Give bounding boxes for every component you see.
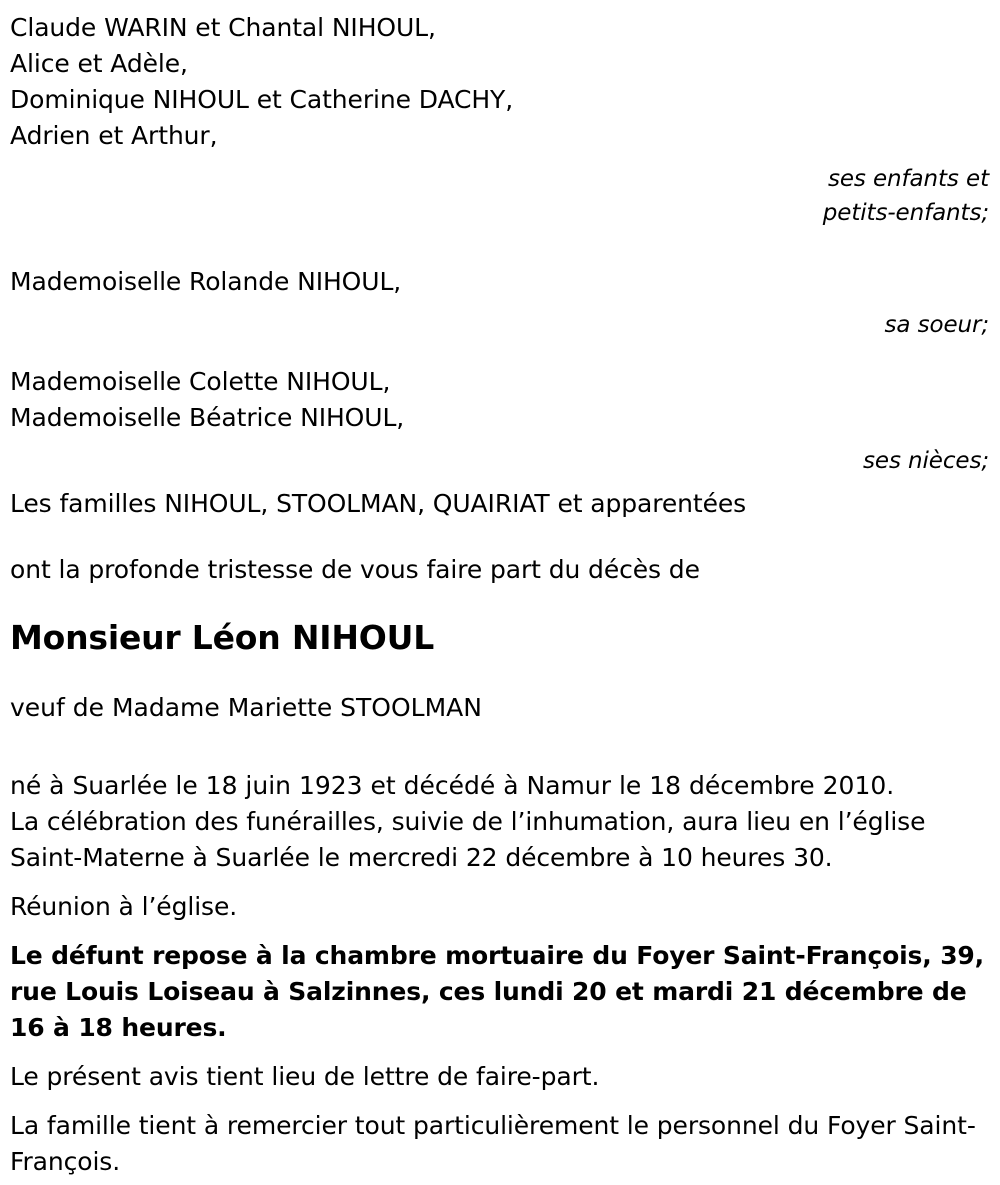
survivor-line: Dominique NIHOUL et Catherine DACHY, xyxy=(10,85,514,114)
deceased-name-heading: Monsieur Léon NIHOUL xyxy=(10,618,435,657)
survivor-line: Mademoiselle Colette NIHOUL, xyxy=(10,367,391,396)
spouse-status: veuf de Madame Mariette STOOLMAN xyxy=(10,693,482,722)
relation-label-sister: sa soeur; xyxy=(884,312,989,338)
gathering-paragraph: Réunion à l’église. xyxy=(10,892,238,921)
relation-label-children-1: ses enfants et xyxy=(827,166,989,192)
survivor-line: Mademoiselle Rolande NIHOUL, xyxy=(10,267,402,296)
announcement-intro: ont la profonde tristesse de vous faire part du décès de xyxy=(10,555,700,584)
thanks-paragraph: La famille tient à remercier tout particulièrement le personnel du Foyer Saint-François. xyxy=(10,1111,976,1176)
viewing-notice-paragraph: Le défunt repose à la chambre mortuaire du Foyer Saint-François, 39, rue Louis Loiseau à Salzinnes, ces lundi 20 et mardi 21 décembre de 16 à 18 heures. xyxy=(10,941,985,1042)
funeral-details-paragraph: La célébration des funérailles, suivie de l’inhumation, aura lieu en l’église Saint-Materne à Suarlée le mercredi 22 décembre à 10 heures 30. xyxy=(10,807,926,872)
children-names-block xyxy=(10,10,992,154)
survivor-line: Alice et Adèle, xyxy=(10,49,188,78)
survivor-line: Mademoiselle Béatrice NIHOUL, xyxy=(10,403,405,432)
families-line: Les familles NIHOUL, STOOLMAN, QUAIRIAT et apparentées xyxy=(10,489,747,518)
sister-names-block xyxy=(10,264,992,300)
faire-part-notice: Le présent avis tient lieu de lettre de faire-part. xyxy=(10,1062,600,1091)
relation-label-children-2: petits-enfants; xyxy=(822,200,989,226)
relation-label-nieces: ses nièces; xyxy=(863,448,989,474)
survivor-line: Adrien et Arthur, xyxy=(10,121,218,150)
survivor-line: Claude WARIN et Chantal NIHOUL, xyxy=(10,13,436,42)
birth-death-line: né à Suarlée le 18 juin 1923 et décédé à Namur le 18 décembre 2010. xyxy=(10,771,895,800)
nieces-names-block xyxy=(10,364,992,436)
